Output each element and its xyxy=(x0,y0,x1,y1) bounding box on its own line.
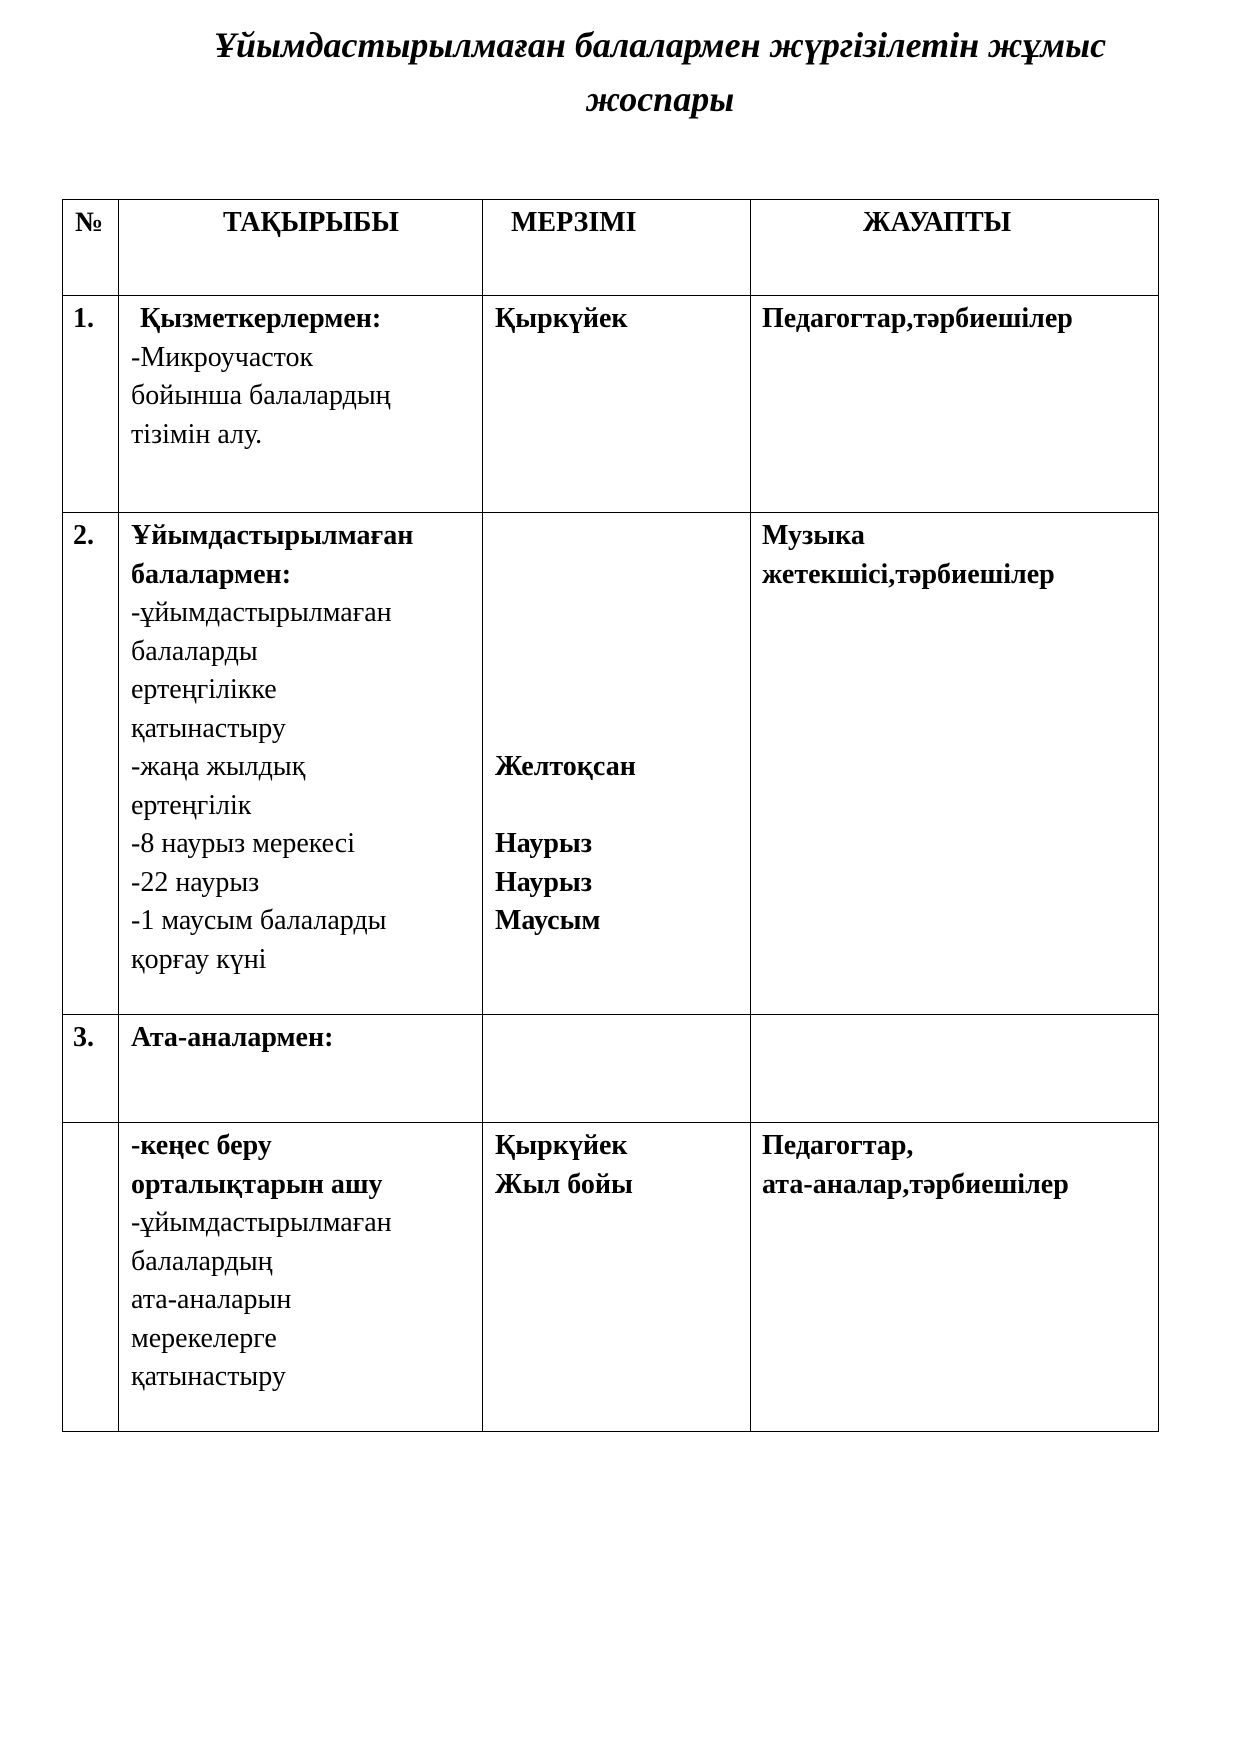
row-topic xyxy=(119,296,483,513)
topic-heading: балалармен: xyxy=(131,558,292,590)
work-plan-table xyxy=(62,199,1159,1432)
responsible-value: жетекшісі,тәрбиешілер xyxy=(762,558,1055,590)
header-responsible: ЖАУАПТЫ xyxy=(751,200,1159,296)
row-topic xyxy=(119,1015,483,1123)
topic-line: -жаңа жылдық xyxy=(131,751,306,782)
topic-line: -ұйымдастырылмаған xyxy=(131,1207,392,1238)
row-responsible xyxy=(751,1015,1159,1123)
topic-line: балаларды xyxy=(131,635,258,667)
table-row xyxy=(63,296,1159,513)
row-topic xyxy=(119,513,483,1015)
topic-line: -1 маусым балаларды xyxy=(131,905,387,936)
topic-line: қатынастыру xyxy=(131,1361,286,1392)
row-responsible xyxy=(751,1123,1159,1432)
topic-line: -8 наурыз мерекесі xyxy=(131,828,355,859)
topic-line: ата-аналарын xyxy=(131,1284,292,1315)
date-value: Маусым xyxy=(495,905,601,936)
responsible-value: Педагогтар,тәрбиешілер xyxy=(762,303,1073,334)
date-value: Наурыз xyxy=(495,828,593,859)
row-date xyxy=(483,296,751,513)
row-responsible xyxy=(751,513,1159,1015)
row-responsible xyxy=(751,296,1159,513)
topic-line: -ұйымдастырылмаған xyxy=(131,597,392,628)
topic-heading: орталықтарын ашу xyxy=(131,1168,383,1200)
topic-line: -Микроучасток xyxy=(131,341,314,373)
topic-line: балалардың xyxy=(131,1245,273,1277)
topic-heading: Ұйымдастырылмаған xyxy=(131,520,414,551)
topic-heading: Ата-аналармен: xyxy=(131,1022,334,1053)
date-value: Желтоқсан xyxy=(495,751,636,782)
header-topic: ТАҚЫРЫБЫ xyxy=(119,200,483,296)
row-date xyxy=(483,513,751,1015)
title-line-1: Ұйымдастырылмаған балалармен жүргізілетін жұмыс xyxy=(213,25,1107,65)
row-date xyxy=(483,1015,751,1123)
row-num: 3. xyxy=(63,1015,119,1123)
table-row xyxy=(63,513,1159,1015)
topic-line: ертеңгілікке xyxy=(131,674,277,705)
topic-line: қорғау күні xyxy=(131,943,267,975)
responsible-value: ата-аналар,тәрбиешілер xyxy=(762,1168,1069,1200)
table-row xyxy=(63,1123,1159,1432)
topic-heading: Қызметкерлермен: xyxy=(140,303,382,334)
date-value: Қыркүйек xyxy=(495,303,628,334)
date-value: Қыркүйек xyxy=(495,1130,628,1161)
topic-heading: -кеңес беру xyxy=(131,1130,272,1161)
responsible-value: Педагогтар, xyxy=(762,1130,914,1161)
date-value: Жыл бойы xyxy=(495,1168,633,1200)
topic-line: -22 наурыз xyxy=(131,866,260,898)
topic-line: бойынша балалардың xyxy=(131,380,391,411)
row-num: 2. xyxy=(63,513,119,1015)
topic-line: тізімін алу. xyxy=(131,418,263,450)
row-num xyxy=(63,1123,119,1432)
page-title xyxy=(140,18,1180,126)
table-row xyxy=(63,1015,1159,1123)
topic-line: қатынастыру xyxy=(131,712,286,744)
table-header-row xyxy=(63,200,1159,296)
header-date: МЕРЗІМІ xyxy=(483,200,751,296)
title-line-2: жоспары xyxy=(585,79,735,119)
row-date xyxy=(483,1123,751,1432)
topic-line: ертеңгілік xyxy=(131,789,252,821)
header-num: № xyxy=(63,200,119,296)
responsible-value: Музыка xyxy=(762,520,865,551)
topic-line: мерекелерге xyxy=(131,1322,277,1354)
date-value: Наурыз xyxy=(495,866,593,898)
row-num: 1. xyxy=(63,296,119,513)
row-topic xyxy=(119,1123,483,1432)
